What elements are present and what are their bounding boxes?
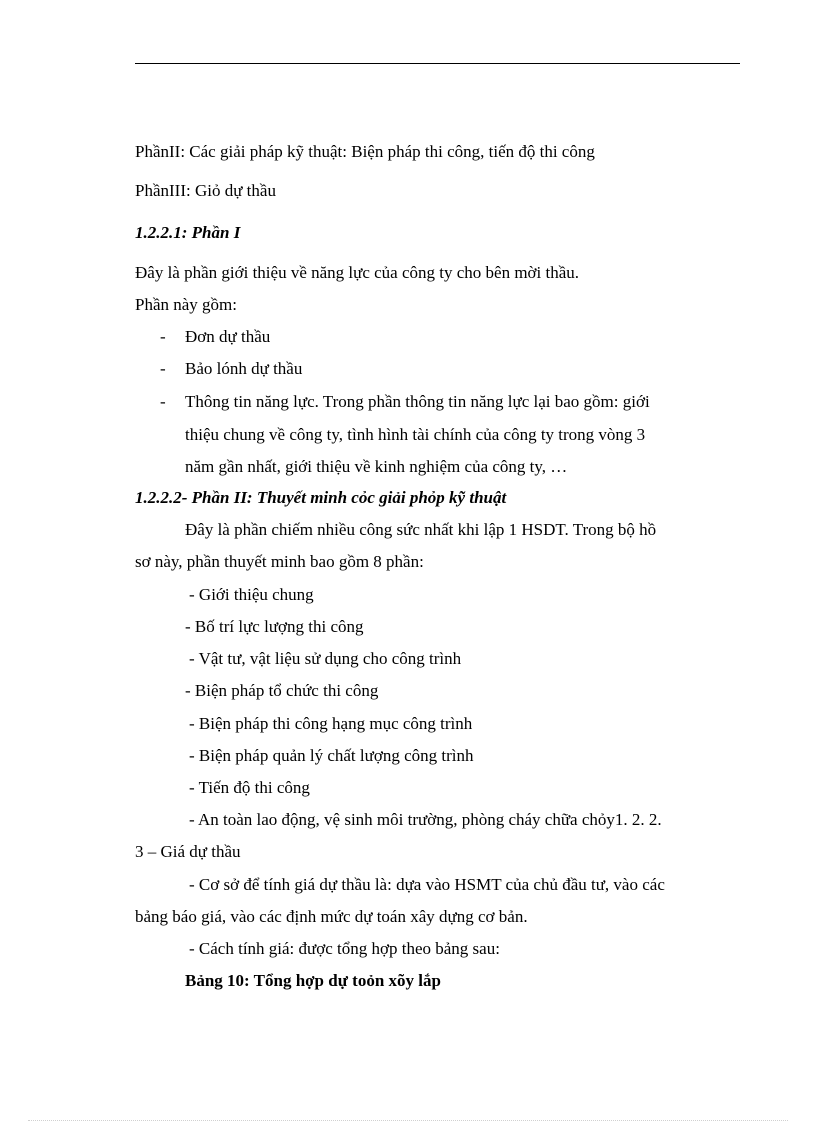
basis-paragraph: bảng báo giá, vào các định mức dự toán xây dựng cơ bản. [135, 907, 528, 926]
section-2-paragraph: Đây là phần chiếm nhiều công sức nhất khi lập 1 HSDT. Trong bộ hồ [185, 520, 657, 539]
list-item: - Bố trí lực lượng thi công [185, 617, 364, 636]
bullet-item: Đơn dự thầu [185, 327, 271, 346]
bullet-marker: - [160, 392, 166, 411]
list-item: - Vật tư, vật liệu sử dụng cho công trình [189, 649, 462, 668]
bullet-marker: - [160, 359, 166, 378]
list-item: - Tiến độ thi công [189, 778, 310, 797]
method-line: - Cách tính giá: được tổng hợp theo bảng sau: [189, 939, 500, 958]
section-1-includes-label: Phần này gồm: [135, 295, 237, 314]
bullet-item-continuation: năm gần nhất, giới thiệu về kinh nghiệm của công ty, … [185, 457, 568, 476]
section-2-heading: 1.2.2.2- Phần II: Thuyết minh cỏc giải phỏp kỹ thuật [135, 488, 507, 507]
top-rule [135, 63, 740, 64]
table-title: Bảng 10: Tổng hợp dự toỏn xõy lắp [185, 971, 441, 990]
basis-paragraph: - Cơ sở để tính giá dự thầu là: dựa vào HSMT của chủ đầu tư, vào các [189, 875, 665, 894]
bullet-item: Bảo lónh dự thầu [185, 359, 303, 378]
list-item: - Biện pháp tổ chức thi công [185, 681, 379, 700]
list-item: - An toàn lao động, vệ sinh môi trường, phòng cháy chữa chỏy1. 2. 2. [189, 810, 662, 829]
bullet-item-continuation: thiệu chung về công ty, tình hình tài chính của công ty trong vòng 3 [185, 425, 646, 444]
section-2-paragraph: sơ này, phần thuyết minh bao gồm 8 phần: [135, 552, 424, 571]
bullet-item: Thông tin năng lực. Trong phần thông tin năng lực lại bao gồm: giới [185, 392, 650, 411]
list-item: - Giới thiệu chung [189, 585, 314, 604]
bottom-dotted-rule [28, 1120, 788, 1121]
section-1-intro: Đây là phần giới thiệu về năng lực của công ty cho bên mời thầu. [135, 263, 580, 282]
list-item: - Biện pháp thi công hạng mục công trình [189, 714, 473, 733]
section-1-heading: 1.2.2.1: Phần I [135, 223, 241, 242]
list-item-continuation: 3 – Giá dự thầu [135, 842, 241, 861]
list-item: - Biện pháp quản lý chất lượng công trình [189, 746, 474, 765]
part-iii-line: PhầnIII: Giỏ dự thầu [135, 181, 276, 200]
part-ii-line: PhầnII: Các giải pháp kỹ thuật: Biện pháp thi công, tiến độ thi công [135, 142, 595, 161]
bullet-marker: - [160, 327, 166, 346]
